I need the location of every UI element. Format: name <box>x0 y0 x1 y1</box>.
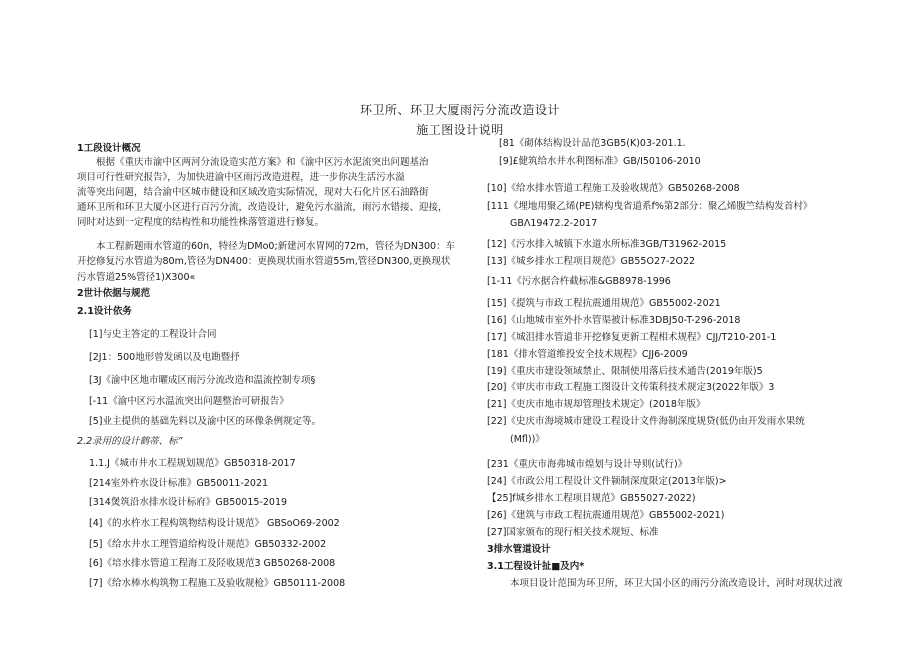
list-item: 1.1.J《城市井水工程规划规范》GB50318-2017 <box>89 458 296 469</box>
paragraph-line: 开挖修复污水管道为80m,管径为DN400：更换现状雨水管道55m,管径DN300,更换现状 <box>77 256 451 267</box>
list-item: [5]业主提供的基础先料以及渝中区的环像条例规定等。 <box>89 416 321 427</box>
paragraph-line: 项目可行性研究报告》，为加快进渝中区雨污改造进程，进一步你决生活污水溢 <box>77 172 405 183</box>
paragraph-line: 根据《重庆市渝中区两河分流设造实范方案》和《渝中区污水泥流突出问题基治 <box>96 157 429 168</box>
section-2-1-heading: 2.1设计依务 <box>77 306 132 317</box>
list-item: [1]与史主答定的工程设计合同 <box>89 329 217 340</box>
paragraph-line: 通环卫所和环卫大厦小区进行百污分流，改造设计，避免污水溢流，雨污水错接、迎接， <box>77 202 448 213</box>
list-item: [17]《城沮排水管道非开挖修复更新工程相术规程》CJJ/T210-201-1 <box>487 332 777 343</box>
list-item: [21]《吏庆市地市规却管理技术规定》(2018年版》 <box>487 399 706 410</box>
document-title: 环卫所、环卫大厦雨污分流改造设计 <box>359 103 560 117</box>
list-item: [19]《重庆市建设领域禁止、限制使用落后技术通告(2019年版)5 <box>487 366 763 377</box>
paragraph-line: 同时对达到一定程度的结构性和功能性株落管道进行修复。 <box>77 217 325 228</box>
list-item: (Mfl))》 <box>510 434 545 445</box>
list-item: [9]£健筑给水井水利图标准》GB/I50106-2010 <box>499 156 701 167</box>
list-item: [5]《给水井水工理管道给构设计规范》GB50332-2002 <box>89 539 327 550</box>
list-item: [3J《渝中区地市曜成区雨污分流改造和温流控制专项§ <box>89 375 316 386</box>
paragraph-line: 本项目设计范围为环卫所，环卫大国小区的雨污分流改造设计，河时对现状过液 <box>510 578 843 589</box>
list-item: [6]《培水排水管道工程海工及陉收规范3 GB50268-2008 <box>89 558 336 569</box>
list-item: [-11《渝中区污水温流突出问题整治可研报告》 <box>89 396 289 407</box>
document-subtitle: 施工图设计说明 <box>416 123 504 137</box>
list-item: [7]《给水棒水构筑物工程施工及验收规枪》GB50111-2008 <box>89 578 346 589</box>
list-item: [22]《史庆市海境城市建设工程设计文件海制深度规贷(低仍由开发雨水果统 <box>487 416 805 427</box>
list-item: [15]《提筑与市政工程抗震通用规范》GB55002-2021 <box>487 298 721 309</box>
section-3-1-heading: 3.1工程设计扯■及内* <box>487 561 585 572</box>
list-item: [27]国家颁布的现行相关技术规短、标准 <box>487 527 659 538</box>
list-item: [26]《建筑与市政工程抗震通用规范》GB55002-2021) <box>487 510 725 521</box>
paragraph-line: 污水管道25%管径1)X300« <box>77 272 196 283</box>
list-item: [13]《城乡排水工程项目规范》GB55O27-2O22 <box>487 256 696 267</box>
section-1-heading: 1工段设计概况 <box>77 143 141 154</box>
list-item: [1-11《污水据合杵截标准&GB8978-1996 <box>487 276 671 287</box>
list-item: 【25]f城乡排水工程项目规范》GB55027-2022) <box>487 493 696 504</box>
list-item: [81《砌体结构设计品范3GB5(K)03-201.1. <box>499 138 686 149</box>
list-item: [314煲筑沿水排水设计标府》GB50015-2019 <box>89 497 288 508</box>
section-2-2-heading: 2.2录用的设计鹤蒂、标” <box>77 436 183 447</box>
list-item: [111《埋地用聚乙烯(PE)辖构曳省道系f%第2部分：聚乙烯腹竺结构发首村》 <box>487 201 813 212</box>
list-item: [12]《污水排入城镇下水道水所标准3GB/T31962-2015 <box>487 239 727 250</box>
paragraph-line: 本工程新题雨水管道的60n，特径为DMo0;新建河水胃网的72m，管径为DN300：车 <box>96 241 456 252</box>
section-3-heading: 3排水管道设计 <box>487 544 551 555</box>
list-item: GBΛ19472.2-2017 <box>510 218 598 229</box>
list-item: [231《重庆市海弗城市煌划与设计导则(试行)》 <box>487 459 688 470</box>
list-item: [4]《的水杵水工程构筑物结构设计规范》 GBSoO69-2002 <box>89 518 340 529</box>
list-item: [181《排水管道维投安全技术规程》CJJ6-2009 <box>487 349 688 360</box>
list-item: [214室外杵水设计标准》GB50011-2021 <box>89 478 269 489</box>
list-item: [2J1：500地形曾发函以及电勘暨抒 <box>89 352 240 363</box>
list-item: [24]《市政公用工程设计文件颍制深度限定(2013年版)> <box>487 476 727 487</box>
list-item: [10]《给水排水管道工程施工及验收规范》GB50268-2008 <box>487 183 740 194</box>
paragraph-line: 流等突出问题，结合渝中区城市健设和区域改造实际情况，现对大石化片区石油路街 <box>77 187 429 198</box>
list-item: [20]《审庆市市政工程施工图设计文传策科技术规定3(2022年版》3 <box>487 382 775 393</box>
list-item: [16]《山地城市室外扑水管渠被计标准3DBJ50-T-296-2018 <box>487 315 741 326</box>
section-2-heading: 2世计依据与规范 <box>77 288 151 299</box>
